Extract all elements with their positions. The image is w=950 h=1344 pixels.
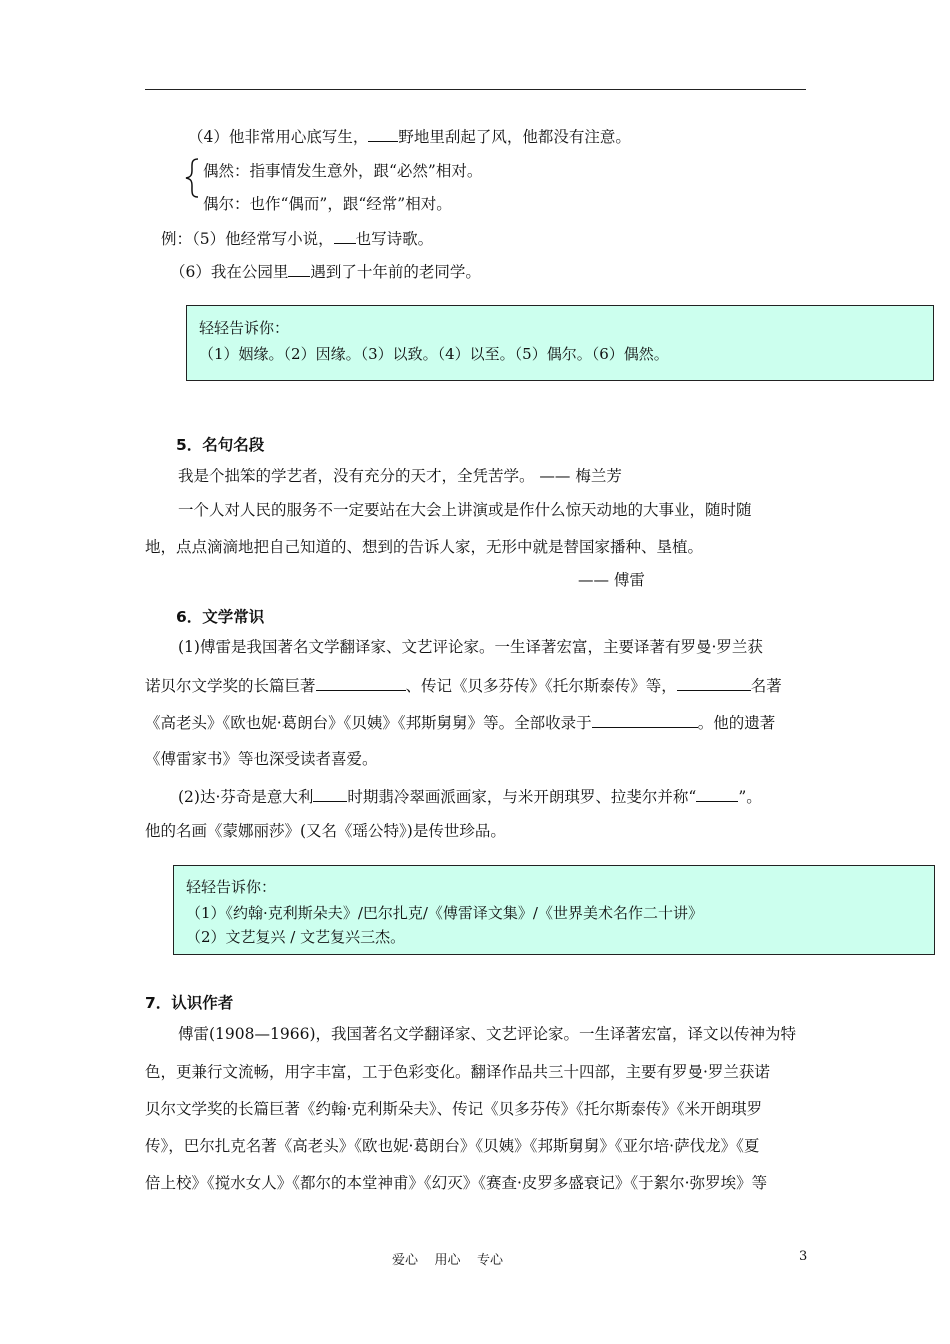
literature-p1-line-4: 《傅雷家书》等也深受读者喜爱。 <box>145 750 378 768</box>
question-5 <box>161 228 433 249</box>
answer-blank[interactable] <box>592 712 698 728</box>
literature-text: (2)达·芬奇是意大利 <box>178 788 314 806</box>
literature-text: 名著 <box>750 677 782 695</box>
answer-blank[interactable] <box>313 786 347 802</box>
literature-p2-line-2: 他的名画《蒙娜丽莎》(又名《瑶公特》)是传世珍品。 <box>145 822 506 840</box>
literature-p1-line-1: (1)傅雷是我国著名文学翻译家、文艺评论家。一生译著宏富，主要译著有罗曼·罗兰获 <box>178 638 763 656</box>
hint-title: 轻轻告诉你： <box>186 878 277 896</box>
definition-ouran: 偶然：指事情发生意外，跟“必然”相对。 <box>203 162 483 180</box>
footer-motto: 爱心 用心 专心 <box>392 1253 504 1268</box>
hint-box-1 <box>186 305 934 381</box>
literature-text: 、传记《贝多芬传》《托尔斯泰传》等， <box>405 677 677 695</box>
section-7-heading: 7．认识作者 <box>145 994 234 1012</box>
hint-box-2 <box>173 865 935 955</box>
question-6-text-a: （6）我在公园里 <box>170 263 289 281</box>
author-paragraph-line-1: 傅雷(1908—1966)，我国著名文学翻译家、文艺评论家。一生译著宏富，译文以传神为特 <box>178 1025 796 1043</box>
quote-mei-lanfang: 我是个拙笨的学艺者，没有充分的天才，全凭苦学。 —— 梅兰芳 <box>178 467 622 485</box>
example-label: 例： <box>161 230 193 248</box>
answer-blank[interactable] <box>696 786 738 802</box>
answer-blank[interactable] <box>334 228 356 244</box>
header-rule <box>145 89 806 90</box>
hint-answer-2: （2）文艺复兴 / 文艺复兴三杰。 <box>186 928 406 946</box>
question-5-text-b: 也写诗歌。 <box>355 230 434 248</box>
author-paragraph-line-3: 贝尔文学奖的长篇巨著《约翰·克利斯朵夫》、传记《贝多芬传》《托尔斯泰传》《米开朗琪罗 <box>145 1100 763 1118</box>
section-6-heading: 6．文学常识 <box>176 608 265 626</box>
answer-blank[interactable] <box>368 126 398 142</box>
literature-p2-line-1 <box>178 786 762 807</box>
literature-text: 时期翡冷翠画派画家，与米开朗琪罗、拉斐尔并称“ <box>347 788 697 806</box>
literature-text: 。他的遗著 <box>697 714 776 732</box>
hint-title: 轻轻告诉你： <box>199 319 290 337</box>
question-4 <box>188 126 631 147</box>
quote-fu-lei-line-1: 一个人对人民的服务不一定要站在大会上讲演或是作什么惊天动地的大事业，随时随 <box>178 501 752 519</box>
quote-fu-lei-line-2: 地，点点滴滴地把自己知道的、想到的告诉人家，无形中就是替国家播种、垦植。 <box>145 538 704 556</box>
answer-blank[interactable] <box>677 675 751 691</box>
author-paragraph-line-2: 色，更兼行文流畅，用字丰富，工于色彩变化。翻译作品共三十四部，主要有罗曼·罗兰获诺 <box>145 1063 770 1081</box>
question-4-text-b: 野地里刮起了风，他都没有注意。 <box>398 128 631 146</box>
literature-p1-line-2 <box>145 675 782 696</box>
literature-p1-line-3 <box>145 712 775 733</box>
author-paragraph-line-4: 传》，巴尔扎克名著《高老头》《欧也妮·葛朗台》《贝姨》《邦斯舅舅》《亚尔培·萨伐龙》《夏 <box>145 1137 760 1155</box>
quote-attribution: —— 傅雷 <box>578 571 645 589</box>
hint-answer-1: （1）《约翰·克利斯朵夫》/巴尔扎克/《傅雷译文集》/《世界美术名作二十讲》 <box>186 904 703 922</box>
literature-text: ”。 <box>738 788 762 806</box>
section-5-heading: 5．名句名段 <box>176 436 265 454</box>
answer-blank[interactable] <box>316 675 406 691</box>
literature-text: 《高老头》《欧也妮·葛朗台》《贝姨》《邦斯舅舅》等。全部收录于 <box>145 714 592 732</box>
question-6 <box>170 261 481 282</box>
question-4-text-a: （4）他非常用心底写生， <box>188 128 369 146</box>
page-number: 3 <box>799 1249 808 1264</box>
author-paragraph-line-5: 倍上校》《搅水女人》《都尔的本堂神甫》《幻灭》《赛查·皮罗多盛衰记》《于絮尔·弥罗埃》等 <box>145 1174 768 1192</box>
definition-ouer: 偶尔：也作“偶而”，跟“经常”相对。 <box>203 195 452 213</box>
question-6-text-b: 遇到了十年前的老同学。 <box>310 263 481 281</box>
hint-answers: （1）姻缘。（2）因缘。（3）以致。（4）以至。（5）偶尔。（6）偶然。 <box>199 345 669 363</box>
question-5-text-a: （5）他经常写小说， <box>192 230 334 248</box>
curly-brace-icon <box>184 158 200 198</box>
answer-blank[interactable] <box>288 261 310 277</box>
literature-text: 诺贝尔文学奖的长篇巨著 <box>145 677 316 695</box>
